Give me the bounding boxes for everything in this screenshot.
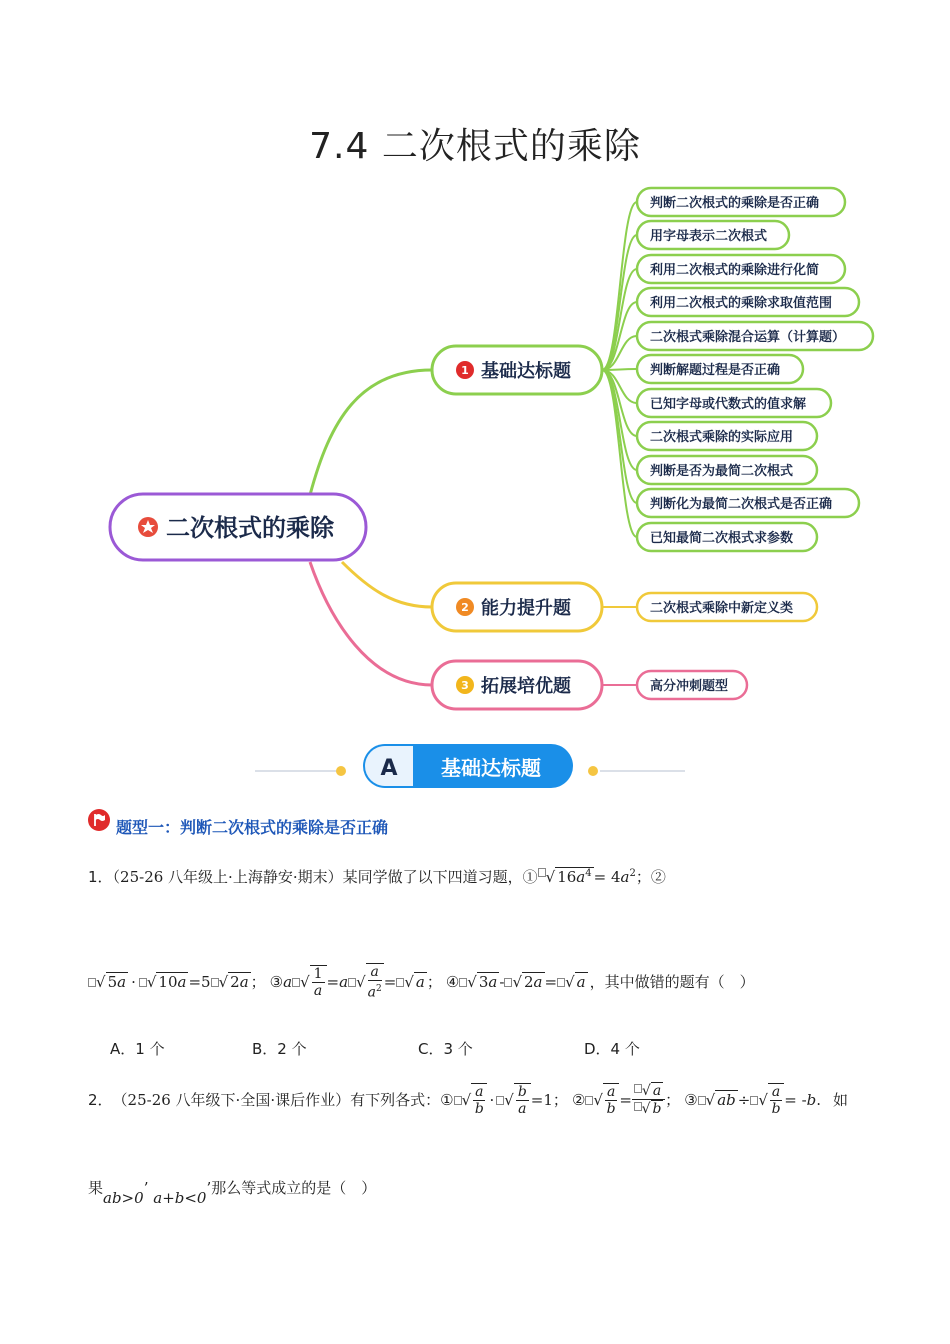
leaf-node xyxy=(637,322,873,350)
leaf-label: 用字母表示二次根式 xyxy=(650,229,768,244)
leaf-label: 二次根式乘除的实际应用 xyxy=(650,430,794,445)
question-1-line-1: 1．（25-26 八年级上·上海静安·期末）某同学做了以下四道习题，① √ $16a^4 = 4a^2$；② xyxy=(88,868,666,886)
leaf-node xyxy=(637,523,817,551)
flag-icon xyxy=(88,809,110,831)
leaf-node xyxy=(637,355,803,383)
leaf-node xyxy=(637,288,859,316)
branch-label-2: 能力提升题 xyxy=(481,598,571,619)
banner-letter: A xyxy=(380,756,398,781)
mind-map xyxy=(0,170,950,730)
branch-node-1 xyxy=(432,346,602,394)
question-2-line-2: 果ab>0’ a+b<0’那么等式成立的是（ ） xyxy=(88,1179,377,1207)
leaf-node xyxy=(637,389,831,417)
leaf-node xyxy=(637,255,845,283)
branch-number-2: 2 xyxy=(461,601,469,614)
branch-number-3: 3 xyxy=(461,679,469,692)
leaf-label: 判断二次根式的乘除是否正确 xyxy=(650,196,820,211)
section-heading-text: 题型一：判断二次根式的乘除是否正确 xyxy=(116,818,389,837)
question-2-line-1: 2． （25-26 八年级下·全国·课后作业）有下列各式： ① √ $\frac{a}{b}$ · √ $\frac{b}{a}$ =1 ； ② √ $\frac{a}{b}$ = $\frac{√ a}{√ b}$ ； ③ √ ab ÷ √ $\frac{a}{b}$ = - b . 如 xyxy=(88,1083,849,1117)
branch-label-3: 拓展培优题 xyxy=(481,676,571,697)
leaf-node xyxy=(637,188,845,216)
leaf-node xyxy=(637,593,817,621)
leaf-label: 利用二次根式的乘除求取值范围 xyxy=(650,296,833,311)
leaf-label: 已知字母或代数式的值求解 xyxy=(650,397,807,412)
branch-line-2 xyxy=(342,562,432,607)
page-title: 7.4 二次根式的乘除 xyxy=(309,126,641,167)
leaf-label: 二次根式乘除中新定义类 xyxy=(650,601,794,616)
leaf-label: 判断化为最简二次根式是否正确 xyxy=(650,497,833,512)
branch-node-2 xyxy=(432,583,602,631)
leaf-label: 二次根式乘除混合运算（计算题） xyxy=(650,330,846,345)
leaf-label: 利用二次根式的乘除进行化简 xyxy=(650,263,820,278)
section-heading xyxy=(88,815,388,838)
section-banner xyxy=(255,742,695,790)
root-label: 二次根式的乘除 xyxy=(166,514,334,542)
leaf-label: 判断是否为最简二次根式 xyxy=(650,464,794,479)
choice-c[interactable]: C．3 个 xyxy=(418,1040,473,1058)
branch-line-1 xyxy=(310,370,432,495)
question-1-line-2: √ 5a · √ 10a =5 √ 2a ； ③ a √ $\frac{1}{a}$ = a √ $\frac{a}{a^2}$ = √ a ； ④ √ 3a - √ 2a = √ a ，其中做错的题有（ ） xyxy=(88,963,868,1001)
leaf-label: 高分冲刺题型 xyxy=(650,679,729,694)
leaf-node xyxy=(637,671,747,699)
leaf-label: 已知最简二次根式求参数 xyxy=(650,531,794,546)
choice-d[interactable]: D．4 个 xyxy=(584,1040,640,1058)
banner-label: 基础达标题 xyxy=(441,756,541,780)
leaf-node xyxy=(637,422,817,450)
branch-line-3 xyxy=(310,562,432,685)
branch-number-1: 1 xyxy=(461,364,469,377)
choice-b[interactable]: B．2 个 xyxy=(252,1040,307,1058)
branch-label-1: 基础达标题 xyxy=(481,361,571,382)
leaf-node xyxy=(637,489,859,517)
leaf-node xyxy=(637,456,817,484)
leaf-label: 判断解题过程是否正确 xyxy=(650,363,781,378)
leaf-node xyxy=(637,221,789,249)
choice-a[interactable]: A．1 个 xyxy=(110,1040,165,1058)
branch-node-3 xyxy=(432,661,602,709)
